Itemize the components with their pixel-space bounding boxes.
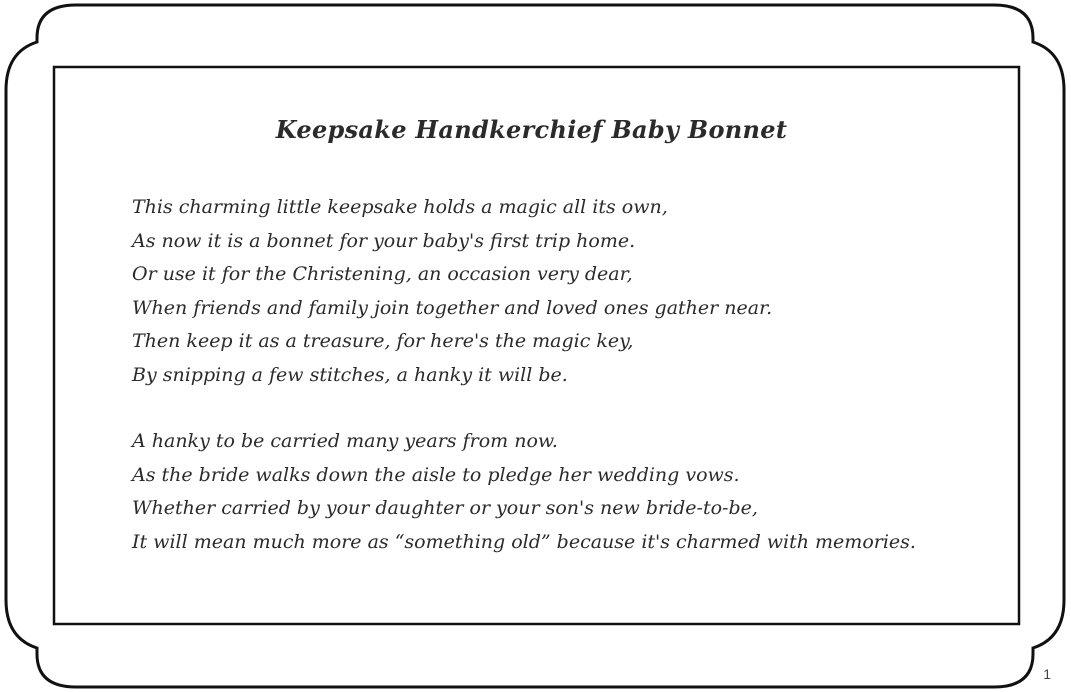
poem-line: Whether carried by your daughter or your son's new bride-to-be,: [132, 497, 758, 519]
poem-line: By snipping a few stitches, a hanky it will be.: [132, 363, 568, 386]
poem-title: Keepsake Handkerchief Baby Bonnet: [275, 115, 788, 144]
poem-line: Then keep it as a treasure, for here's the magic key,: [132, 330, 634, 352]
poem-line: As the bride walks down the aisle to pledge her wedding vows.: [132, 463, 740, 486]
poem-card: [54, 67, 1019, 624]
stanza-1: [132, 191, 772, 392]
poem-line: A hanky to be carried many years from now.: [132, 430, 558, 452]
poem-line: It will mean much more as “something old” because it's charmed with memories.: [132, 530, 916, 553]
poem-line: This charming little keepsake holds a magic all its own,: [132, 196, 668, 218]
page-number: 1: [1043, 666, 1051, 682]
poem-line: When friends and family join together and loved ones gather near.: [132, 296, 773, 319]
poem-line: As now it is a bonnet for your baby's first trip home.: [132, 229, 636, 252]
poem-line: Or use it for the Christening, an occasion very dear,: [132, 263, 633, 285]
stanza-2: [132, 425, 916, 559]
